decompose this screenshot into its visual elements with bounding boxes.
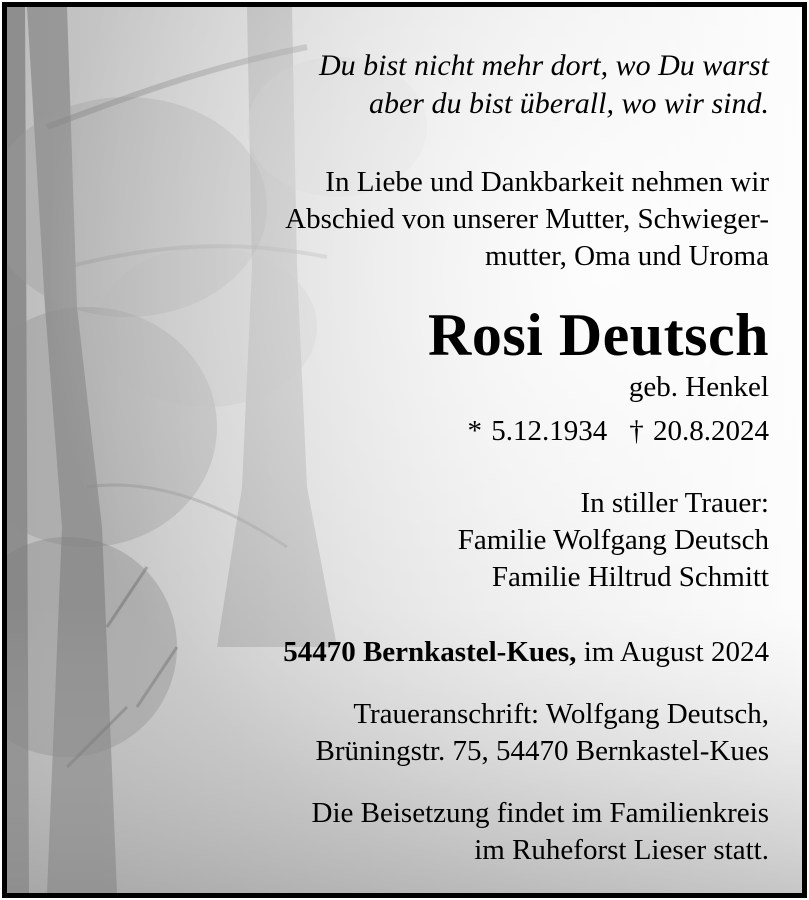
mourners-list	[458, 485, 769, 596]
funeral-line: im Ruheforst Lieser statt.	[474, 834, 769, 866]
date-text: im August 2024	[576, 636, 769, 668]
mourners-heading: In stiller Trauer:	[580, 487, 769, 519]
mourning-address	[316, 696, 769, 770]
obituary-frame	[2, 2, 807, 898]
mourner-family: Familie Wolfgang Deutsch	[457, 524, 769, 556]
intro-text	[285, 164, 769, 275]
deceased-name: Rosi Deutsch	[427, 302, 769, 368]
address-line: Brüningstr. 75, 54470 Bernkastel-Kues	[315, 735, 769, 767]
place-name: 54470 Bernkastel-Kues,	[283, 636, 577, 668]
funeral-notice	[312, 795, 769, 869]
birth-date: * 5.12.1934	[467, 415, 608, 447]
funeral-line: Die Beisetzung findet im Familienkreis	[311, 797, 769, 829]
memorial-quote	[319, 47, 769, 123]
intro-line: mutter, Oma und Uroma	[485, 240, 769, 272]
mourner-family: Familie Hiltrud Schmitt	[491, 561, 769, 593]
intro-line: In Liebe und Dankbarkeit nehmen wir	[325, 166, 769, 198]
intro-line: Abschied von unserer Mutter, Schwieger-	[285, 203, 769, 235]
place-date	[283, 634, 769, 670]
quote-line: aber du bist überall, wo wir sind.	[368, 87, 769, 120]
quote-line: Du bist nicht mehr dort, wo Du warst	[318, 49, 769, 82]
life-dates	[468, 413, 770, 449]
address-line: Traueranschrift: Wolfgang Deutsch,	[353, 698, 769, 730]
maiden-name: geb. Henkel	[628, 371, 769, 403]
death-date: † 20.8.2024	[629, 415, 769, 447]
